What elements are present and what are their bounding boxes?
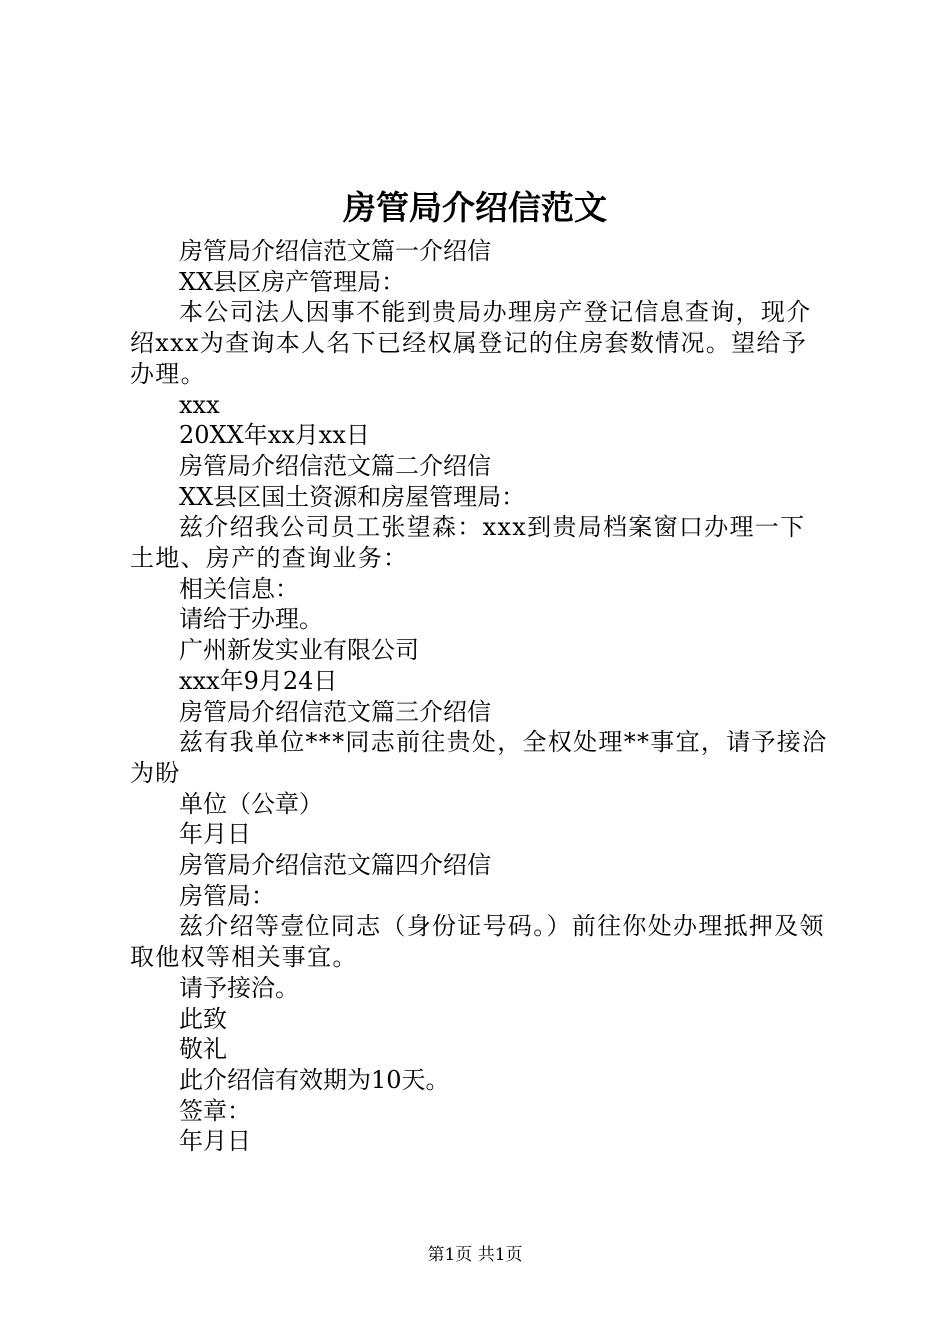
request-line-4: 请予接洽。 <box>179 973 299 1002</box>
section-heading-2: 房管局介绍信范文篇二介绍信 <box>179 451 491 480</box>
section-heading-4: 房管局介绍信范文篇四介绍信 <box>179 851 491 880</box>
body-paragraph-2: 兹介绍我公司员工张望森：xxx到贵局档案窗口办理一下土地、房产的查询业务： <box>130 513 806 573</box>
body-paragraph-3: 兹有我单位***同志前往贵处，全权处理**事宜，请予接洽为盼 <box>130 728 828 787</box>
date-1: 20XX年xx月xx日 <box>179 421 370 450</box>
signature-line-4: 签章： <box>179 1096 251 1125</box>
signature-1: xxx <box>179 390 220 419</box>
date-3: 年月日 <box>179 820 251 849</box>
info-line-2: 相关信息： <box>179 574 299 603</box>
salutation-2: XX县区国土资源和房屋管理局： <box>179 482 526 511</box>
body-paragraph-1: 本公司法人因事不能到贵局办理房产登记信息查询，现介绍xxx为查询本人名下已经权属登记的住房套数情况。望给予办理。 <box>130 298 812 388</box>
closing-line-4b: 敬礼 <box>179 1035 227 1064</box>
request-line-2: 请给于办理。 <box>179 605 323 634</box>
section-heading-1: 房管局介绍信范文篇一介绍信 <box>179 237 491 265</box>
salutation-4: 房管局： <box>179 881 275 910</box>
document-body <box>130 236 830 1157</box>
body-paragraph-4: 兹介绍等壹位同志（身份证号码。）前往你处办理抵押及领取他权等相关事宜。 <box>130 912 825 972</box>
company-name-2: 广州新发实业有限公司 <box>179 636 419 665</box>
salutation-1: XX县区房产管理局： <box>179 267 406 296</box>
date-2: xxx年9月24日 <box>179 666 338 695</box>
document-title: 房管局介绍信范文 <box>343 188 607 227</box>
seal-line-3: 单位（公章） <box>179 789 323 818</box>
page-footer: 第1页 共1页 <box>427 1245 523 1265</box>
validity-line-4: 此介绍信有效期为10天。 <box>179 1065 450 1094</box>
closing-line-4a: 此致 <box>179 1004 227 1033</box>
section-heading-3: 房管局介绍信范文篇三介绍信 <box>179 697 491 726</box>
date-4: 年月日 <box>179 1127 251 1156</box>
